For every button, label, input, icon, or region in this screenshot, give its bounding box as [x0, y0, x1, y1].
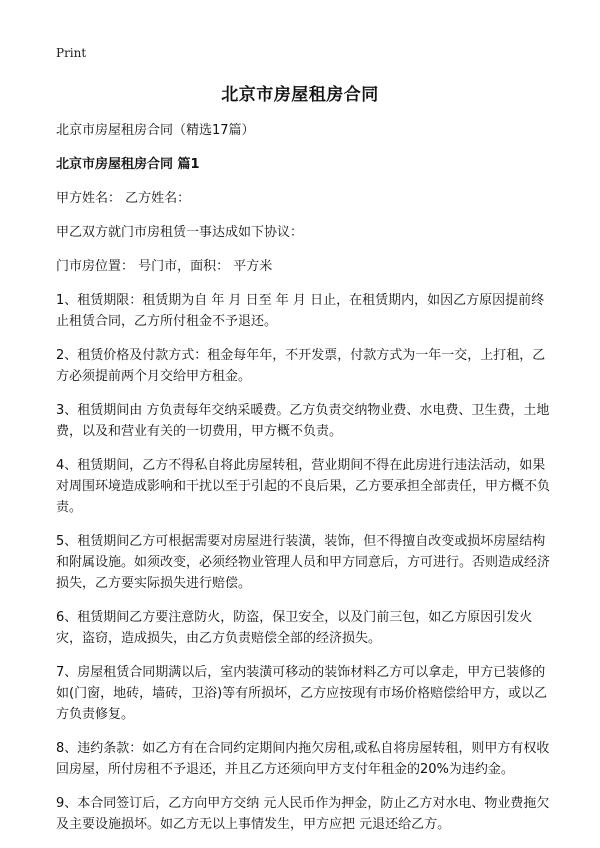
clause-7: 7、房屋租赁合同期满以后，室内装潢可移动的装饰材料乙方可以拿走，甲方已装修的如(门窗，地砖，墙砖，卫浴)等有所损坏，乙方应按现有市场价格赔偿给甲方，或以乙方负责修复。 [56, 665, 548, 722]
document-subtitle: 北京市房屋租房合同（精选17篇） [56, 123, 255, 138]
paragraph-agreement: 甲乙双方就门市房租赁一事达成如下协议： [56, 225, 304, 240]
clause-3: 3、租赁期间由 方负责每年交纳采暖费。乙方负责交纳物业费、水电费、卫生费，土地费，以及和营业有关的一切费用，甲方概不负责。 [56, 403, 550, 439]
paragraph-parties: 甲方姓名： 乙方姓名： [56, 191, 191, 206]
clause-8: 8、违约条款：如乙方有在合同约定期间内拖欠房租,或私自将房屋转租，则甲方有权收回房屋，所付房租不予退还，并且乙方还须向甲方支付年租金的20%为违约金。 [56, 741, 550, 777]
clause-9: 9、本合同签订后，乙方向甲方交纳 元人民币作为押金，防止乙方对水电、物业费拖欠及主要设施损坏。如乙方无以上事情发生，甲方应把 元退还给乙方。 [56, 796, 550, 832]
document-body [56, 120, 552, 848]
clause-4: 4、租赁期间，乙方不得私自将此房屋转租，营业期间不得在此房进行违法活动，如果对周围环境造成影响和干扰以至于引起的不良后果，乙方要承担全部责任，甲方概不负责。 [56, 458, 551, 515]
section-heading: 北京市房屋租房合同 篇1 [56, 157, 200, 172]
clause-6: 6、租赁期间乙方要注意防火，防盗，保卫安全，以及门前三包，如乙方原因引发火灾，盗窃，造成损失，由乙方负责赔偿全部的经济损失。 [56, 610, 533, 646]
document-title: 北京市房屋租房合同 [221, 85, 379, 105]
paragraph-location: 门市房位置： 号门市，面积： 平方米 [56, 259, 273, 274]
clause-2: 2、租赁价格及付款方式：租金每年年，不开发票，付款方式为一年一交，上打租，乙方必须提前两个月交给甲方租金。 [56, 348, 546, 384]
print-label: Print [56, 46, 87, 60]
clause-1: 1、租赁期限：租赁期为自 年 月 日至 年 月 日止，在租赁期内，如因乙方原因提前终止租赁合同，乙方所付租金不予退还。 [56, 293, 545, 329]
clause-5: 5、租赁期间乙方可根据需要对房屋进行装潢，装饰，但不得擅自改变或损坏房屋结构和附属设施。如须改变，必须经物业管理人员和甲方同意后，方可进行。否则造成经济损失，乙方要实际损失进行赔偿。 [56, 534, 551, 591]
